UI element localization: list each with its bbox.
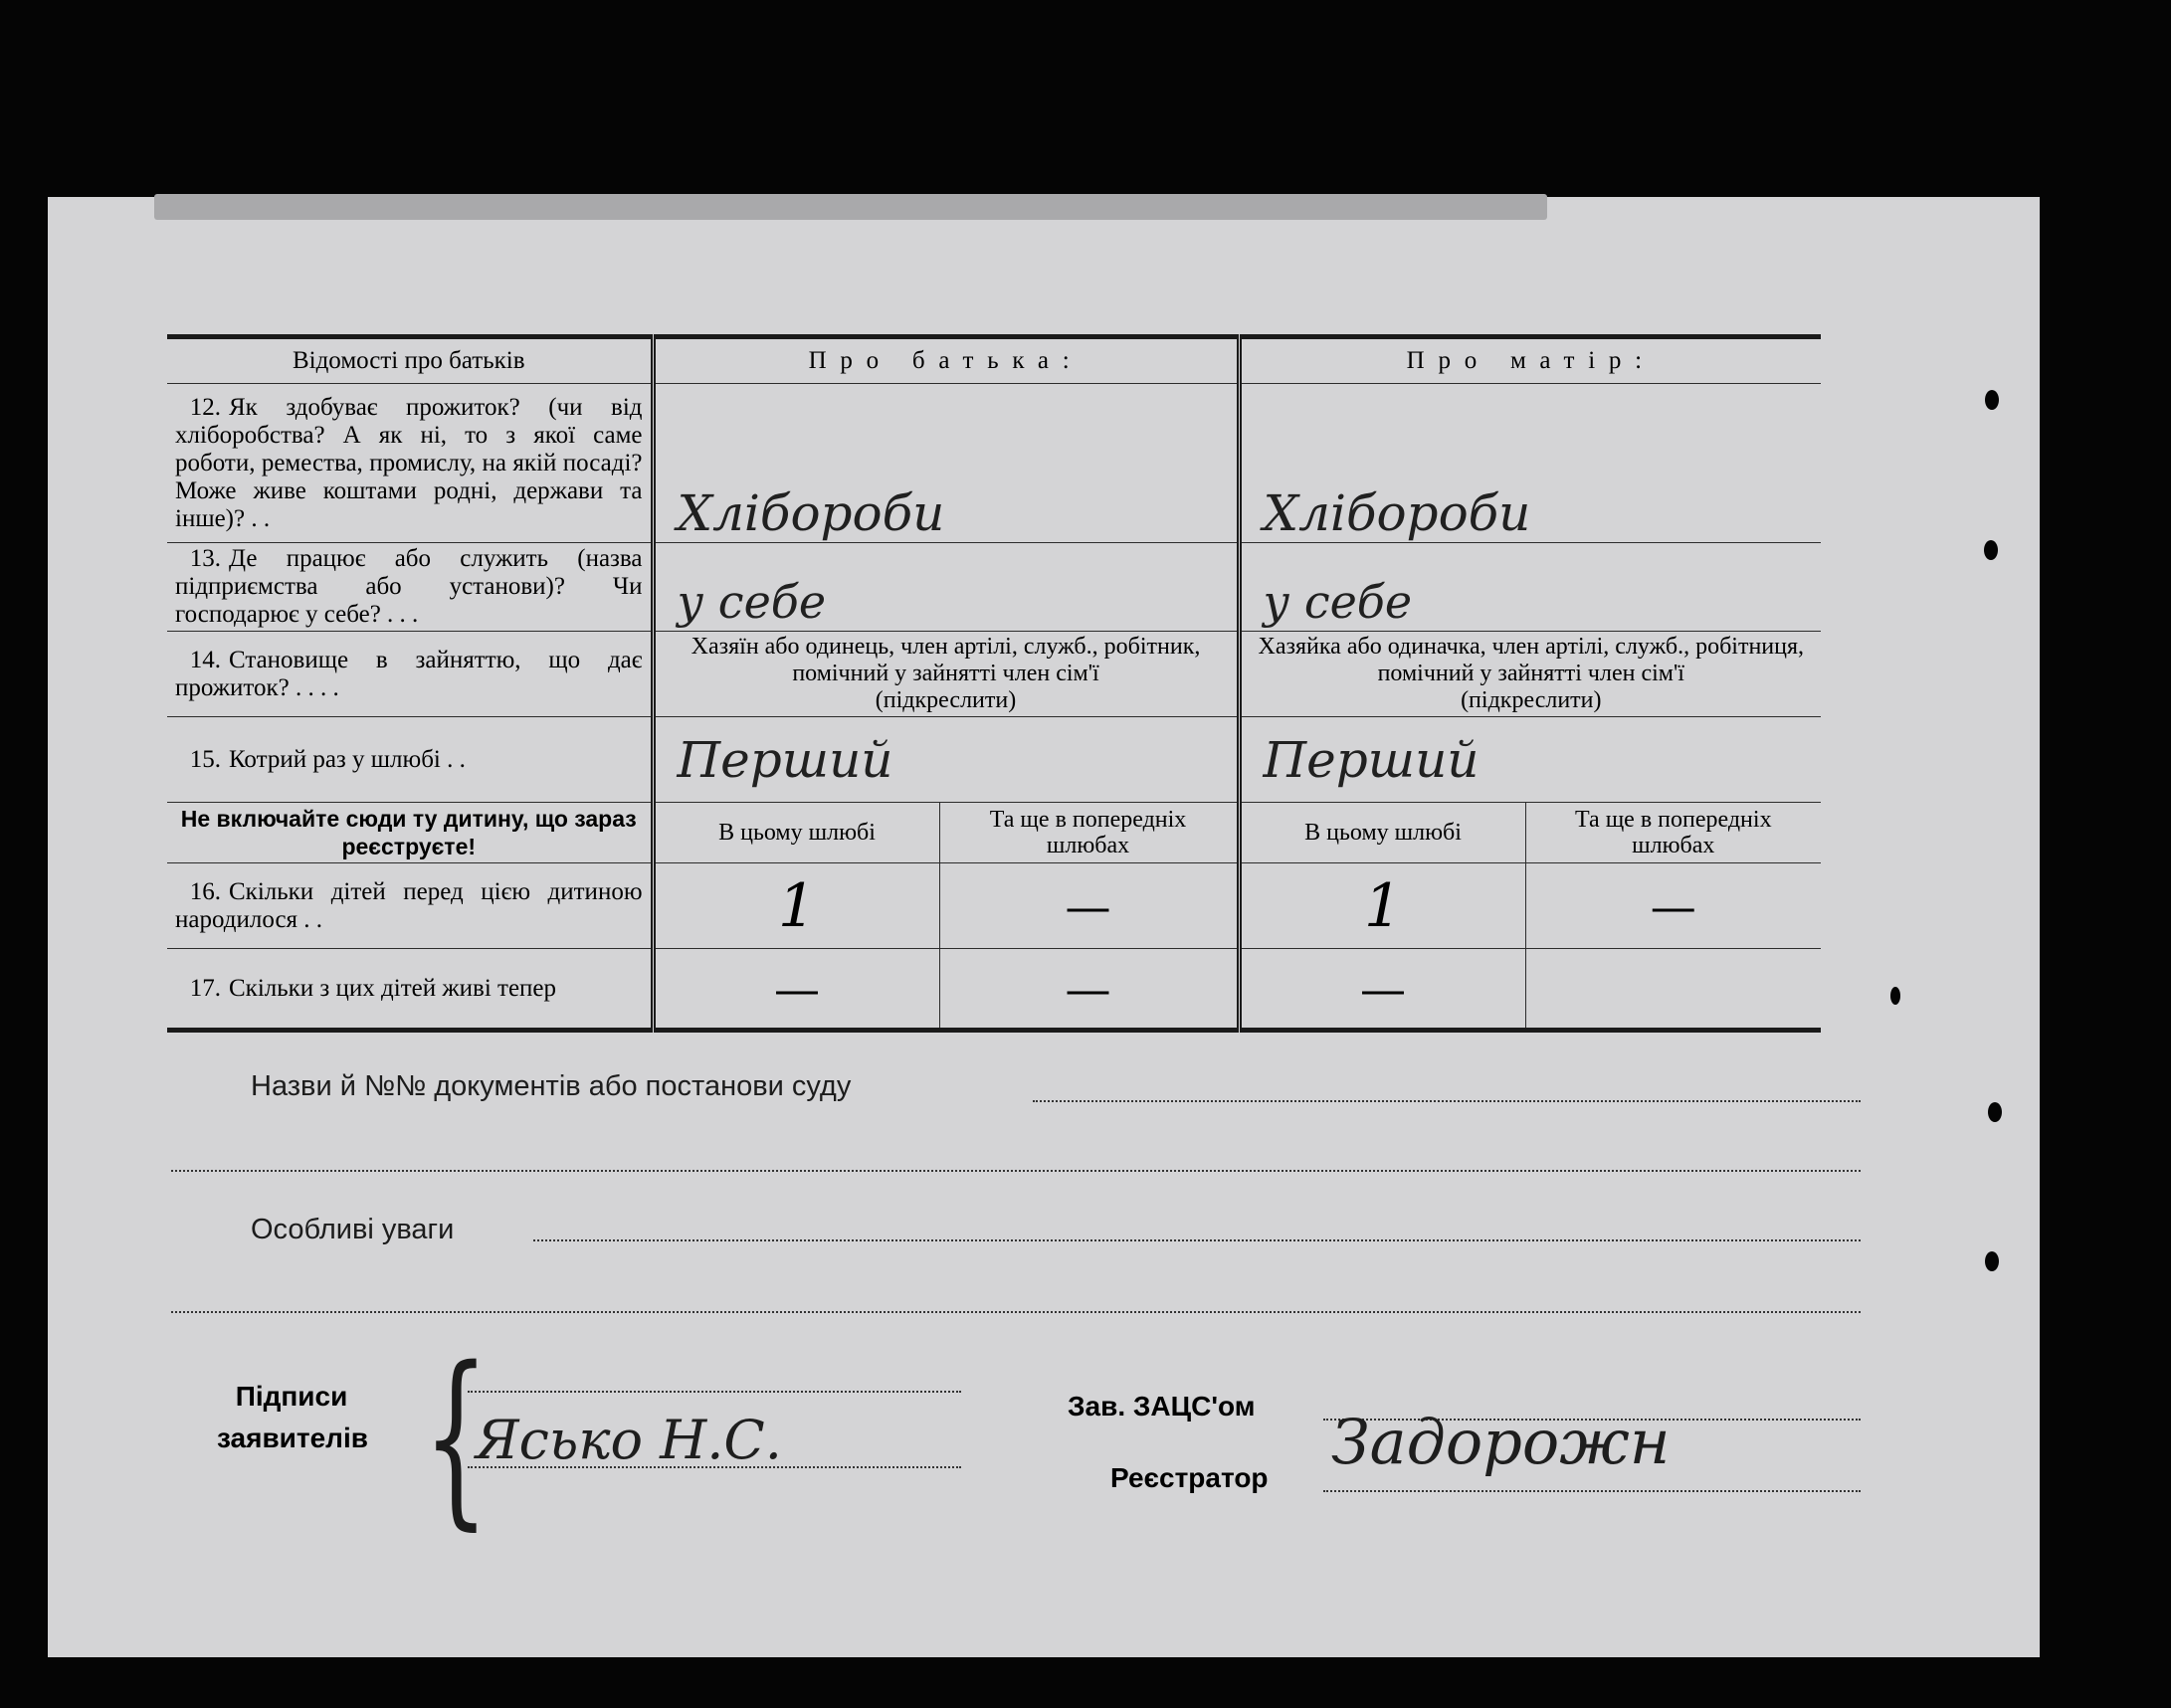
question-text: Де працює або служить (назва підприємства або установи)? Чи господарює у себе? . . . — [175, 545, 643, 628]
father-employment-options: Хазяїн або одинець, член артілі, служб., робітник, помічний у зайнятті член сім'ї — [691, 634, 1201, 686]
table-header-row — [167, 337, 1821, 384]
mother-children-this-marriage: 1 — [1239, 863, 1525, 949]
father-marriage-count-cell — [653, 717, 1239, 803]
father-children-alive-previous: — — [939, 949, 1239, 1031]
applicants-signature-label — [217, 1376, 366, 1459]
remarks-label: Особливі уваги — [251, 1214, 455, 1245]
mother-marriage-count-cell — [1239, 717, 1821, 803]
question-17 — [167, 949, 653, 1031]
question-text: Становище в зайняттю, що дає прожиток? . . . . — [175, 646, 643, 701]
question-number: 12. — [189, 393, 221, 421]
mother-livelihood-cell — [1239, 384, 1821, 543]
applicants-label-line-1: Підписи — [235, 1381, 348, 1412]
table-row-q17 — [167, 949, 1821, 1031]
registrar-label: Реєстратор — [1110, 1462, 1269, 1493]
father-children-this-marriage: 1 — [653, 863, 939, 949]
table-row-q15 — [167, 717, 1821, 803]
question-16 — [167, 863, 653, 949]
documents-field-line-2[interactable] — [171, 1170, 1861, 1172]
table-row-children-header — [167, 803, 1821, 863]
registrar-signature: Задорожн — [1331, 1406, 1671, 1478]
mother-employment-options: Хазяйка або одиначка, член артілі, служб., робітниця, помічний у зайнятті член сім'ї — [1258, 634, 1805, 686]
table-row-q13 — [167, 543, 1821, 632]
question-text: Скільки з цих дітей живі тепер — [229, 974, 557, 1002]
question-number: 15. — [189, 745, 221, 773]
mother-this-marriage-header: В цьому шлюбі — [1239, 803, 1525, 863]
mother-workplace-handwriting: у себе — [1263, 575, 1413, 629]
remarks-field-line[interactable] — [533, 1239, 1861, 1241]
header-about-mother: Про матір: — [1239, 337, 1821, 384]
question-12 — [167, 384, 653, 543]
signature-brace: { — [423, 1327, 490, 1547]
table-row-q16 — [167, 863, 1821, 949]
form-content — [48, 197, 2040, 1657]
mother-children-alive-this: — — [1239, 949, 1525, 1031]
registrar-signature-line[interactable] — [1323, 1490, 1861, 1492]
mother-underline-hint: (підкреслити) — [1461, 687, 1602, 713]
question-number: 14. — [189, 646, 221, 673]
mother-children-previous: — — [1525, 863, 1821, 949]
children-exclusion-note: Не включайте сюди ту дитину, що зараз реєструєте! — [167, 803, 653, 863]
father-workplace-handwriting: у себе — [677, 575, 827, 629]
documents-field-line[interactable] — [1033, 1100, 1861, 1102]
question-text: Скільки дітей перед цією дитиною народилося . . — [175, 877, 643, 933]
mother-children-alive-previous — [1525, 949, 1821, 1031]
applicants-label-line-2: заявителів — [217, 1423, 368, 1453]
father-children-previous: — — [939, 863, 1239, 949]
table-row-q14 — [167, 632, 1821, 717]
father-children-alive-this: — — [653, 949, 939, 1031]
question-number: 16. — [189, 877, 221, 905]
header-parents-info: Відомості про батьків — [167, 337, 653, 384]
father-employment-status-cell — [653, 632, 1239, 717]
documents-label: Назви й №№ документів або постанови суду — [251, 1070, 852, 1102]
father-workplace-cell — [653, 543, 1239, 632]
mother-livelihood-handwriting: Хлібороби — [1263, 484, 1531, 542]
mother-previous-marriages-header: Та ще в попередніх шлюбах — [1525, 803, 1821, 863]
applicant-signature: Ясько Н.С. — [476, 1409, 782, 1471]
table-row-q12 — [167, 384, 1821, 543]
parents-info-table — [167, 334, 1821, 1033]
mother-marriage-count-handwriting: Перший — [1263, 730, 1480, 789]
question-text: Котрий раз у шлюбі . . — [229, 745, 466, 773]
question-14 — [167, 632, 653, 717]
father-previous-marriages-header: Та ще в попередніх шлюбах — [939, 803, 1239, 863]
father-underline-hint: (підкреслити) — [875, 687, 1017, 713]
header-about-father: Про батька: — [653, 337, 1239, 384]
father-livelihood-cell — [653, 384, 1239, 543]
remarks-field-line-2[interactable] — [171, 1311, 1861, 1313]
father-marriage-count-handwriting: Перший — [677, 730, 893, 789]
question-number: 13. — [189, 545, 221, 572]
father-livelihood-handwriting: Хлібороби — [677, 484, 945, 542]
question-number: 17. — [189, 974, 221, 1002]
zags-head-label: Зав. ЗАЦС'ом — [1068, 1391, 1256, 1422]
mother-workplace-cell — [1239, 543, 1821, 632]
question-text: Як здобуває прожиток? (чи від хліборобства? А як ні, то з якої саме роботи, ремества, промислу, на якій посаді? Може живе коштами родні, держави та інше)? . . — [175, 393, 643, 532]
question-15 — [167, 717, 653, 803]
father-this-marriage-header: В цьому шлюбі — [653, 803, 939, 863]
mother-employment-status-cell — [1239, 632, 1821, 717]
question-13 — [167, 543, 653, 632]
applicant-signature-line-1[interactable] — [468, 1391, 961, 1393]
